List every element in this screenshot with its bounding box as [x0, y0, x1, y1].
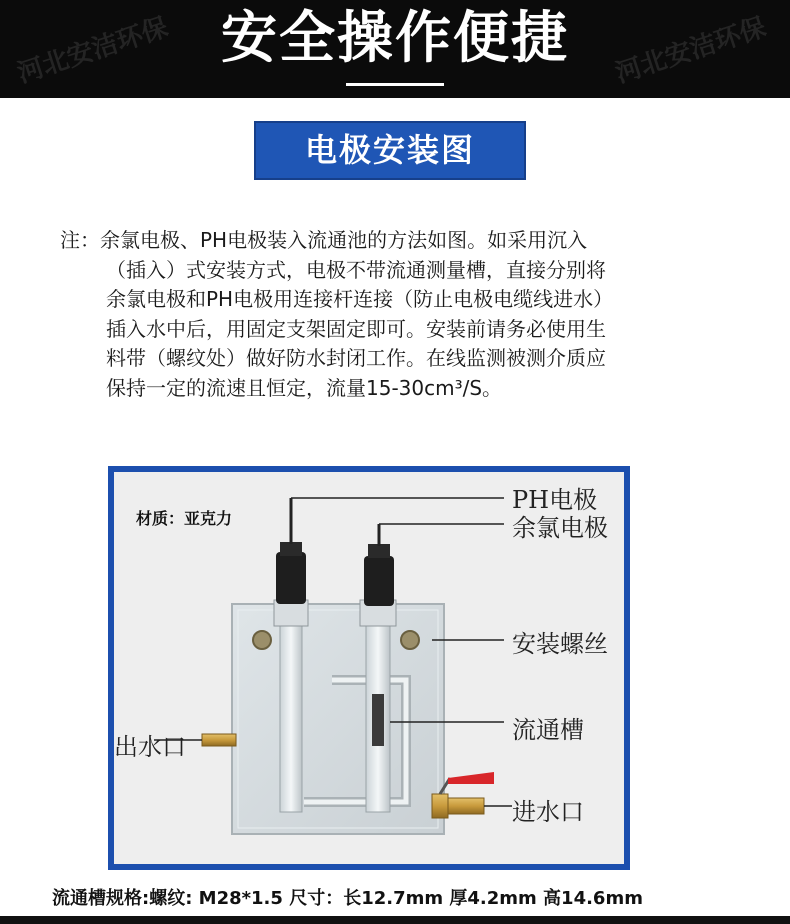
- section-badge: [254, 121, 526, 180]
- mount-screw: [253, 631, 271, 649]
- bottom-rule: [0, 916, 790, 924]
- note-line: 料带（螺纹处）做好防水封闭工作。在线监测被测介质应: [106, 346, 606, 370]
- installation-note: [60, 226, 740, 403]
- label-ph-electrode: PH电极: [512, 486, 598, 514]
- ph-electrode-head: [276, 552, 306, 604]
- note-line: 插入水中后，用固定支架固定即可。安装前请务必使用生: [106, 316, 606, 341]
- mount-screw: [401, 631, 419, 649]
- ph-tube: [280, 622, 302, 812]
- header-banner: [0, 0, 790, 98]
- watermark: 河北安洁环保: [13, 12, 172, 90]
- valve-handle: [448, 772, 494, 784]
- page-title: 安全操作便捷: [221, 6, 569, 71]
- label-flow-cell: 流通槽: [512, 716, 584, 744]
- label-outlet: 出水口: [114, 733, 186, 761]
- label-mount-screw: 安装螺丝: [512, 630, 608, 658]
- chlorine-electrode-head: [364, 556, 394, 606]
- title-underline: [346, 83, 444, 86]
- inlet-fitting: [444, 798, 484, 814]
- label-inlet: 进水口: [512, 798, 584, 826]
- section-title: 电极安装图: [304, 131, 475, 169]
- note-line: 保持一定的流速且恒定，流量15-30cm³/S。: [106, 375, 503, 400]
- watermark: 河北安洁环保: [611, 12, 770, 90]
- note-line: 注：余氯电极、PH电极装入流通池的方法如图。如采用沉入: [60, 228, 588, 252]
- label-chlorine-electrode: 余氯电极: [512, 514, 608, 542]
- material-label: 材质：亚克力: [136, 509, 233, 528]
- chlorine-probe: [372, 694, 384, 746]
- outlet-fitting: [202, 734, 236, 746]
- note-line: （插入）式安装方式，电极不带流通测量槽，直接分别将: [106, 257, 606, 282]
- spec-line: 流通槽规格:螺纹: M28*1.5 尺寸：长12.7mm 厚4.2mm 高14.6mm: [52, 888, 643, 909]
- note-line: 余氯电极和PH电极用连接杆连接（防止电极电缆线进水）: [106, 287, 614, 311]
